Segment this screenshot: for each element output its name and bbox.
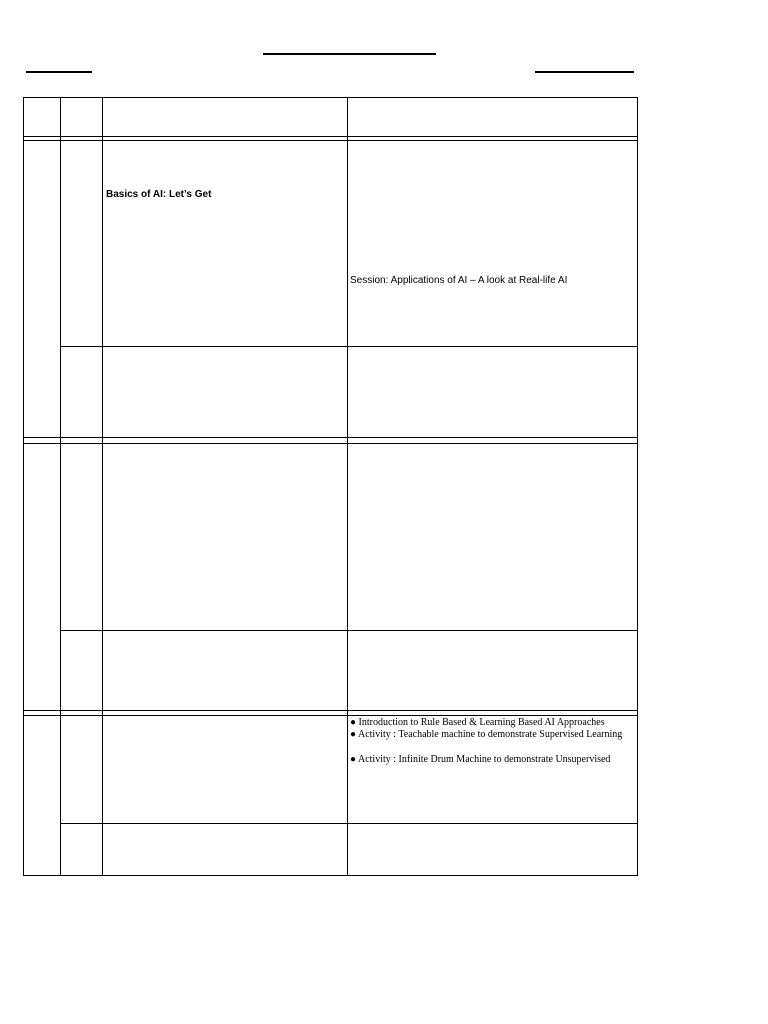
header-divider-a: [23, 136, 638, 137]
table-left-border: [23, 97, 24, 876]
bullet-item: ● Introduction to Rule Based & Learning Based AI Approaches: [350, 717, 605, 728]
row-divider-1b: [23, 443, 638, 444]
right-field-underline: [535, 71, 634, 73]
header-divider-b: [23, 140, 638, 141]
column-divider-3: [347, 97, 348, 876]
row-divider-1a: [23, 437, 638, 438]
unit-title: Basics of AI: Let’s Get: [106, 189, 212, 200]
bullet-item: ● Activity : Infinite Drum Machine to demonstrate Unsupervised: [350, 754, 611, 765]
table-top-border: [23, 97, 638, 98]
row1-session-divider: [60, 346, 638, 347]
row3-session-divider: [60, 823, 638, 824]
session-description: Session: Applications of AI – A look at Real-life AI: [350, 275, 568, 286]
row2-session-divider: [60, 630, 638, 631]
row-divider-2b: [23, 715, 638, 716]
column-divider-1: [60, 97, 61, 876]
table-right-border: [637, 97, 638, 876]
column-divider-2: [102, 97, 103, 876]
left-field-underline: [26, 71, 92, 73]
row-divider-2a: [23, 710, 638, 711]
title-underline: [263, 53, 436, 55]
table-bottom-border: [23, 875, 638, 876]
bullet-item: ● Activity : Teachable machine to demonstrate Supervised Learning: [350, 729, 623, 740]
